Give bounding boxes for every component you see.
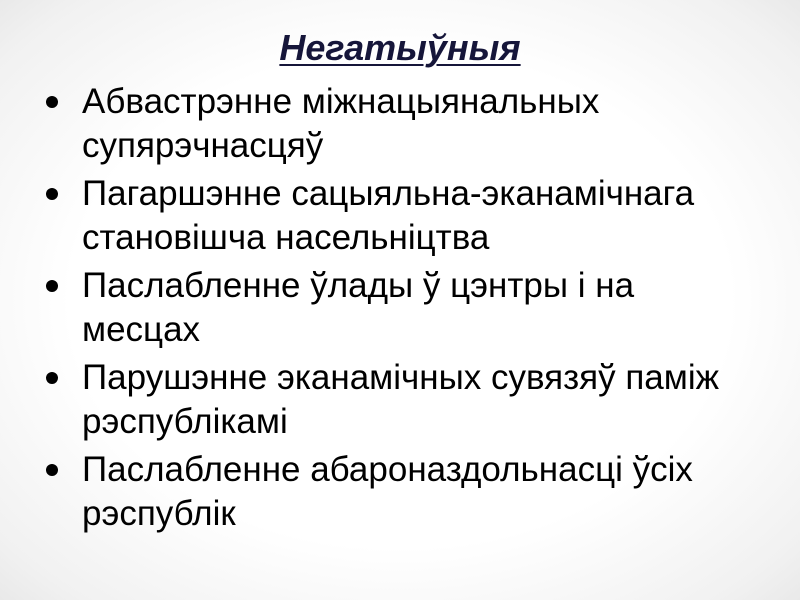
bullet-dot-icon xyxy=(46,188,58,200)
bullet-line: Пагаршэнне сацыяльна-эканамічнага xyxy=(82,174,695,213)
bullet-dot-icon xyxy=(46,280,58,292)
bullet-dot-icon xyxy=(46,372,58,384)
bullet-item xyxy=(0,356,800,444)
bullet-item xyxy=(0,264,800,352)
bullet-line: Паслабленне абароназдольнасці ўсіх xyxy=(82,450,693,489)
slide-title xyxy=(0,26,800,70)
slide-title-text: Негатыўныя xyxy=(279,27,521,68)
bullet-line: рэспублік xyxy=(82,494,236,533)
bullet-line: становішча насельніцтва xyxy=(82,218,490,257)
bullet-line: Паслабленне ўлады ў цэнтры і на xyxy=(82,266,635,305)
bullet-item xyxy=(0,448,800,536)
bullet-item xyxy=(0,80,800,168)
bullet-line: месцах xyxy=(82,310,201,349)
bullet-dot-icon xyxy=(46,464,58,476)
bullet-line: Абвастрэнне міжнацыянальных xyxy=(82,82,600,121)
bullet-line: Парушэнне эканамічных сувязяў паміж xyxy=(82,358,720,397)
bullet-dot-icon xyxy=(46,96,58,108)
bullet-item xyxy=(0,172,800,260)
bullet-line: супярэчнасцяў xyxy=(82,126,324,165)
bullet-line: рэспублікамі xyxy=(82,402,288,441)
bullet-list xyxy=(0,80,800,540)
